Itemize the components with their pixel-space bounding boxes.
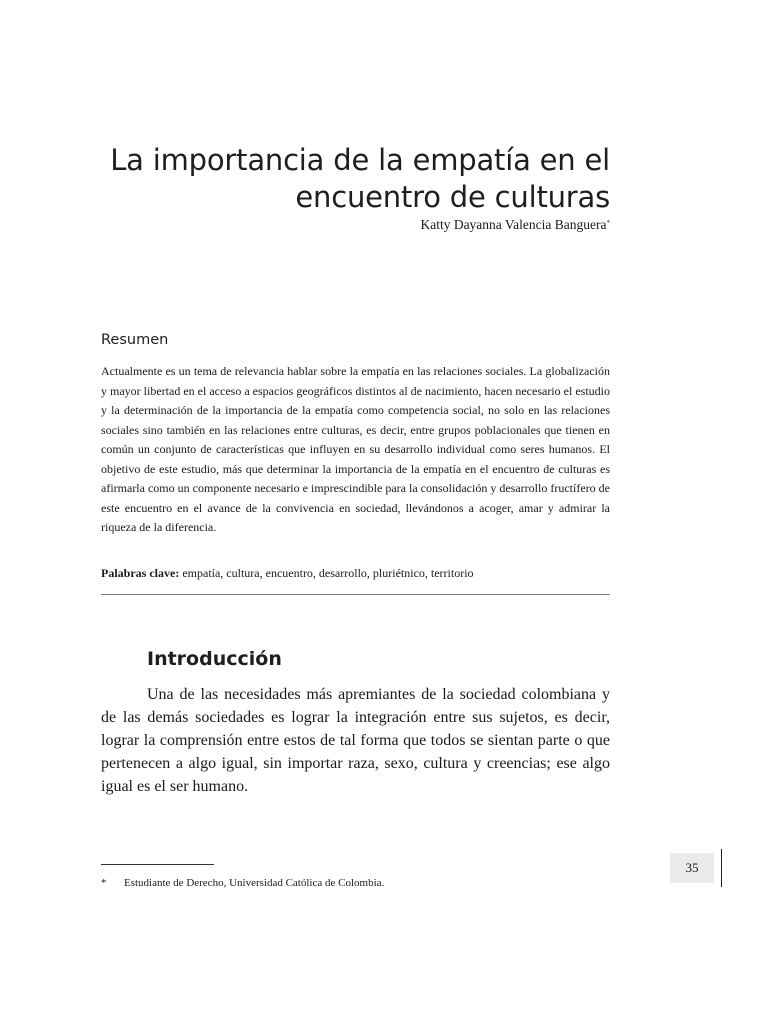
page-edge-line [721,849,722,887]
author-name: Katty Dayanna Valencia Banguera [420,217,607,232]
page-number: 35 [685,860,699,875]
article-title [100,142,610,216]
article-title-line-1: La importancia de la empatía en el [110,143,610,177]
page-number-box [670,853,714,883]
footnote [101,875,610,891]
footnote-divider [101,864,214,865]
author-byline [100,216,610,234]
footnote-text: Estudiante de Derecho, Universidad Católica de Colombia. [124,877,385,889]
article-title-line-2: encuentro de culturas [295,180,610,214]
author-footnote-marker: * [606,219,610,227]
abstract-text: Actualmente es un tema de relevancia hablar sobre la empatía en las relaciones sociales. La globalización y mayor libertad en el acceso a espacios geográficos distintos al de nacimiento, hacen necesario el estudio y la determinación de la importancia de la empatía como competencia social, no solo en las relaciones sociales sino también en las relaciones entre culturas, es decir, entre grupos poblacionales que tienen en común un conjunto de características que influyen en su desarrollo individual como seres humanos. El objetivo de este estudio, más que determinar la importancia de la empatía en el encuentro de culturas es afirmarla como un componente necesario e imprescindible para la consolidación y desarrollo fructífero de este encuentro en el avance de la convivencia en sociedad, llevándonos a acoger, amar y admirar la riqueza de la diferencia. [101,364,610,534]
keywords-list: empatía, cultura, encuentro, desarrollo, pluriétnico, territorio [182,566,474,580]
keywords-label: Palabras clave: [101,566,180,580]
introduction-paragraph: Una de las necesidades más apremiantes de la sociedad colombiana y de las demás sociedades es lograr la integración entre sus sujetos, es decir, lograr la comprensión entre estos de tal forma que todos se sientan parte o que pertenecen a algo igual, sin importar raza, sexo, cultura y creencias; ese algo igual es el ser humano. [101,686,610,795]
introduction-heading: Introducción [147,648,282,670]
abstract-heading: Resumen [101,332,169,348]
section-divider [101,594,610,595]
footnote-marker: * [101,877,107,889]
keywords [101,564,610,582]
